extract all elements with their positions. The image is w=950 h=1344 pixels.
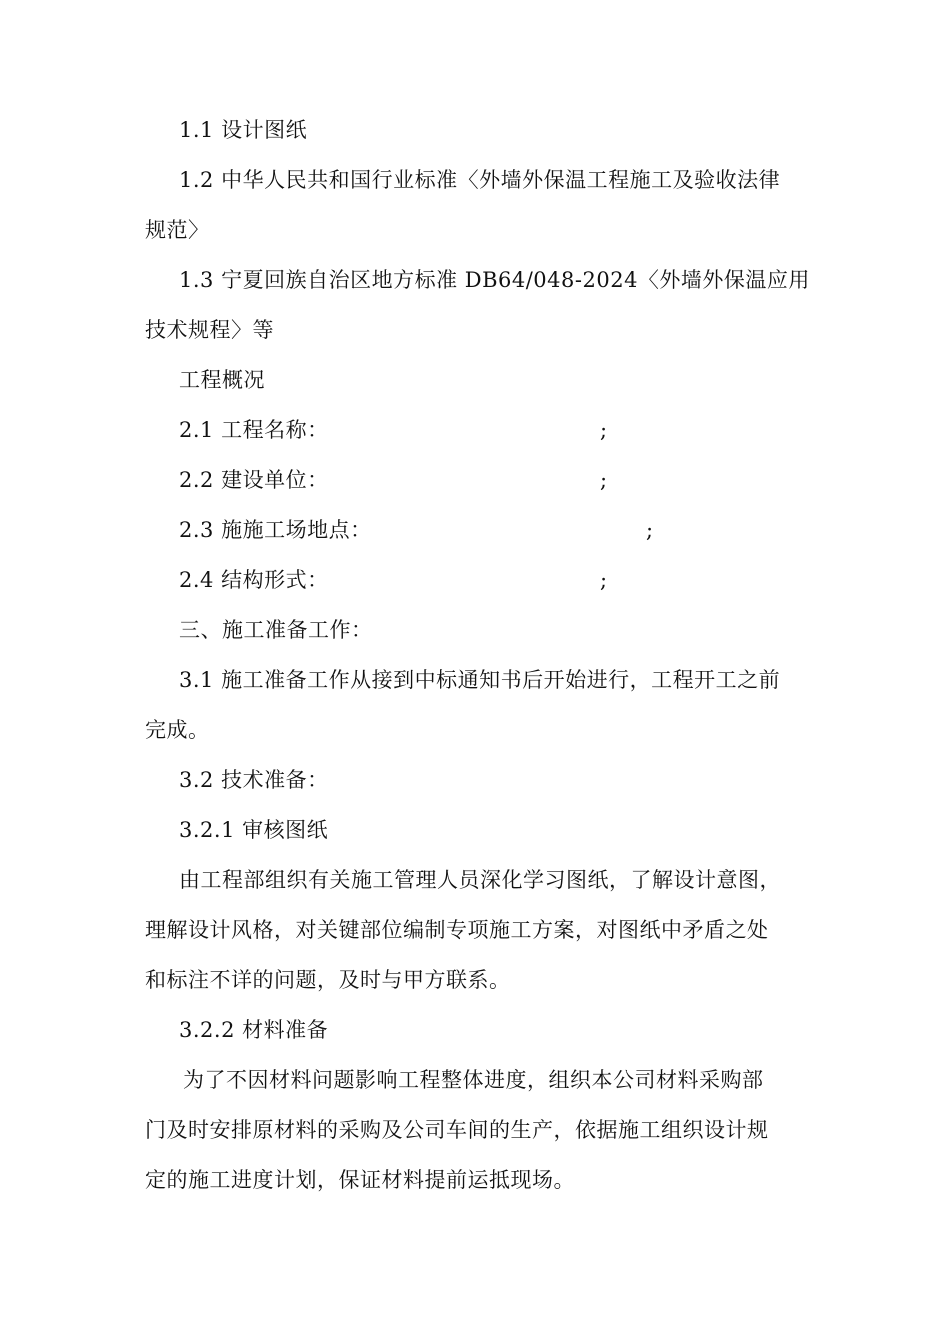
paragraph-material-line-3: 定的施工进度计划，保证材料提前运抵现场。 xyxy=(145,1168,575,1192)
line-1-3-standard-cont: 技术规程〉等 xyxy=(145,318,274,342)
semicolon-builder: ; xyxy=(600,468,608,492)
line-3-1-prep-work-cont: 完成。 xyxy=(145,718,210,742)
line-3-1-prep-work: 3.1 施工准备工作从接到中标通知书后开始进行，工程开工之前 xyxy=(179,668,781,692)
paragraph-material-line-1: 为了不因材料问题影响工程整体进度，组织本公司材料采购部 xyxy=(183,1068,764,1092)
line-2-3-site: 2.3 施施工场地点： xyxy=(179,518,372,542)
paragraph-review-line-1: 由工程部组织有关施工管理人员深化学习图纸，了解设计意图， xyxy=(179,868,781,892)
paragraph-material-line-2: 门及时安排原材料的采购及公司车间的生产，依据施工组织设计规 xyxy=(145,1118,769,1142)
line-2-2-builder: 2.2 建设单位： xyxy=(179,468,329,492)
paragraph-review-line-2: 理解设计风格，对关键部位编制专项施工方案，对图纸中矛盾之处 xyxy=(145,918,769,942)
semicolon-structure: ; xyxy=(600,568,608,592)
line-1-1-design-drawings: 1.1 设计图纸 xyxy=(179,118,308,142)
line-2-1-project-name: 2.1 工程名称： xyxy=(179,418,329,442)
line-2-4-structure: 2.4 结构形式： xyxy=(179,568,329,592)
line-3-2-technical-prep: 3.2 技术准备： xyxy=(179,768,329,792)
line-3-2-2-material-prep: 3.2.2 材料准备 xyxy=(179,1018,329,1042)
semicolon-site: ; xyxy=(646,518,654,542)
section-project-overview: 工程概况 xyxy=(179,368,265,392)
line-1-2-standard-cont: 规范〉 xyxy=(145,218,210,242)
semicolon-project-name: ; xyxy=(600,418,608,442)
section-construction-prep: 三、施工准备工作： xyxy=(179,618,373,642)
line-1-3-standard: 1.3 宁夏回族自治区地方标准 DB64/048-2024〈外墙外保温应用 xyxy=(179,268,810,292)
paragraph-review-line-3: 和标注不详的问题，及时与甲方联系。 xyxy=(145,968,511,992)
line-1-2-standard: 1.2 中华人民共和国行业标准〈外墙外保温工程施工及验收法律 xyxy=(179,168,781,192)
line-3-2-1-review-drawings: 3.2.1 审核图纸 xyxy=(179,818,329,842)
